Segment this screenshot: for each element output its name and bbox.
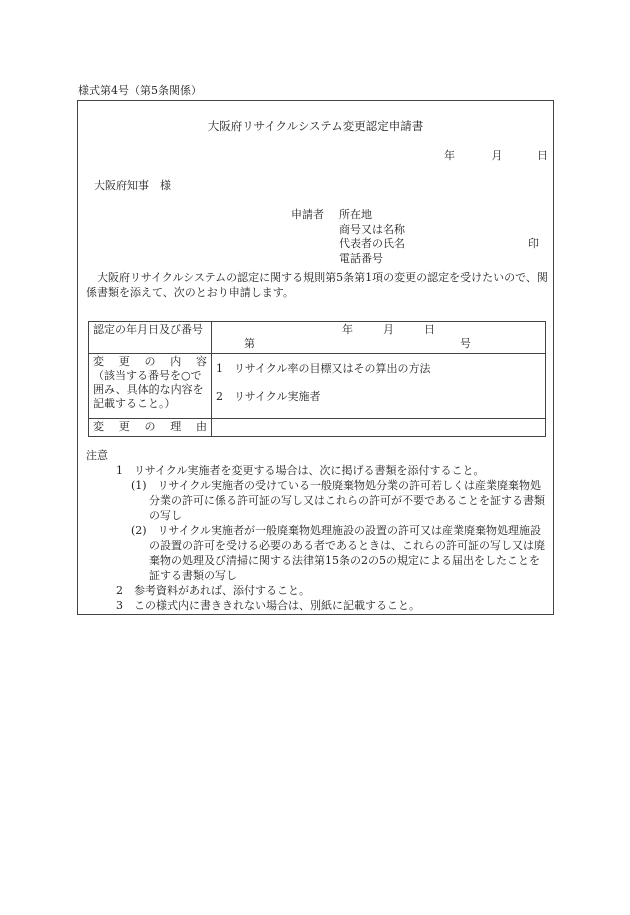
change-details-table <box>88 321 546 437</box>
note-1-2: (2) リサイクル実施者が一般廃棄物処理施設の設置の許可又は産業廃棄物処理施設の設置の許可を受ける必要のある者であるときは、これらの許可証の写し又は廃棄物の処理及び清掃に関する法律第15条の2の5の規定による届出をしたことを証する書類の写し <box>131 524 545 582</box>
change-content-label: 変 更 の 内 容 （該当する番号を○で囲み、具体的な内容を記載すること。） <box>89 353 212 418</box>
table-row <box>89 322 546 354</box>
applicant-representative-label: 代表者の氏名 <box>339 237 405 250</box>
approval-year: 年 <box>342 323 353 336</box>
change-content-field[interactable] <box>212 353 546 418</box>
application-form <box>77 100 554 615</box>
applicant-trade-name-label: 商号又は名称 <box>339 222 405 236</box>
addressee: 大阪府知事 様 <box>94 179 171 192</box>
date-month: 月 <box>491 149 503 162</box>
note-3: 3 この様式内に書ききれない場合は、別紙に記載すること。 <box>116 599 420 612</box>
request-statement: 大阪府リサイクルシステムの認定に関する規則第5条第1項の変更の認定を受けたいので、関係書類を添えて、次のとおり申請します。 <box>86 271 548 299</box>
applicant-block <box>291 208 405 266</box>
notes-section <box>86 448 548 613</box>
change-option-1[interactable]: 1 リサイクル率の目標又はその算出の方法 <box>216 361 431 375</box>
approval-date-number-label: 認定の年月日及び番号 <box>89 322 212 354</box>
change-option-2[interactable]: 2 リサイクル実施者 <box>216 389 321 403</box>
change-reason-field[interactable] <box>212 418 546 436</box>
approval-day: 日 <box>424 323 435 336</box>
notes-heading: 注意 <box>86 449 108 462</box>
approval-number-prefix: 第 <box>244 337 255 351</box>
change-reason-label: 変 更 の 理 由 <box>89 418 212 436</box>
applicant-address-label: 所在地 <box>339 208 372 221</box>
approval-month: 月 <box>383 323 394 336</box>
form-number: 様式第4号（第5条関係） <box>78 84 202 97</box>
application-date[interactable] <box>444 149 548 163</box>
seal-mark: 印 <box>528 237 539 250</box>
applicant-phone-label: 電話番号 <box>339 251 383 265</box>
table-row <box>89 418 546 436</box>
table-row <box>89 353 546 418</box>
change-content-instruction: （該当する番号を○で囲み、具体的な内容を記載すること。） <box>93 368 204 411</box>
note-2: 2 参考資料があれば、添付すること。 <box>116 584 310 597</box>
applicant-lead: 申請者 <box>291 208 324 221</box>
note-1-1: (1) リサイクル実施者の受けている一般廃棄物処分業の許可若しくは産業廃棄物処分業の許可に係る許可証の写し又はこれらの許可が不要であることを証する書類の写し <box>131 479 545 522</box>
approval-date-number-field[interactable] <box>212 322 546 354</box>
date-year: 年 <box>444 149 455 162</box>
note-1: 1 リサイクル実施者を変更する場合は、次に掲げる書類を添付すること。 <box>116 464 485 477</box>
date-day: 日 <box>537 149 548 162</box>
approval-number-suffix: 号 <box>460 337 471 351</box>
document-title: 大阪府リサイクルシステム変更認定申請書 <box>207 119 424 133</box>
